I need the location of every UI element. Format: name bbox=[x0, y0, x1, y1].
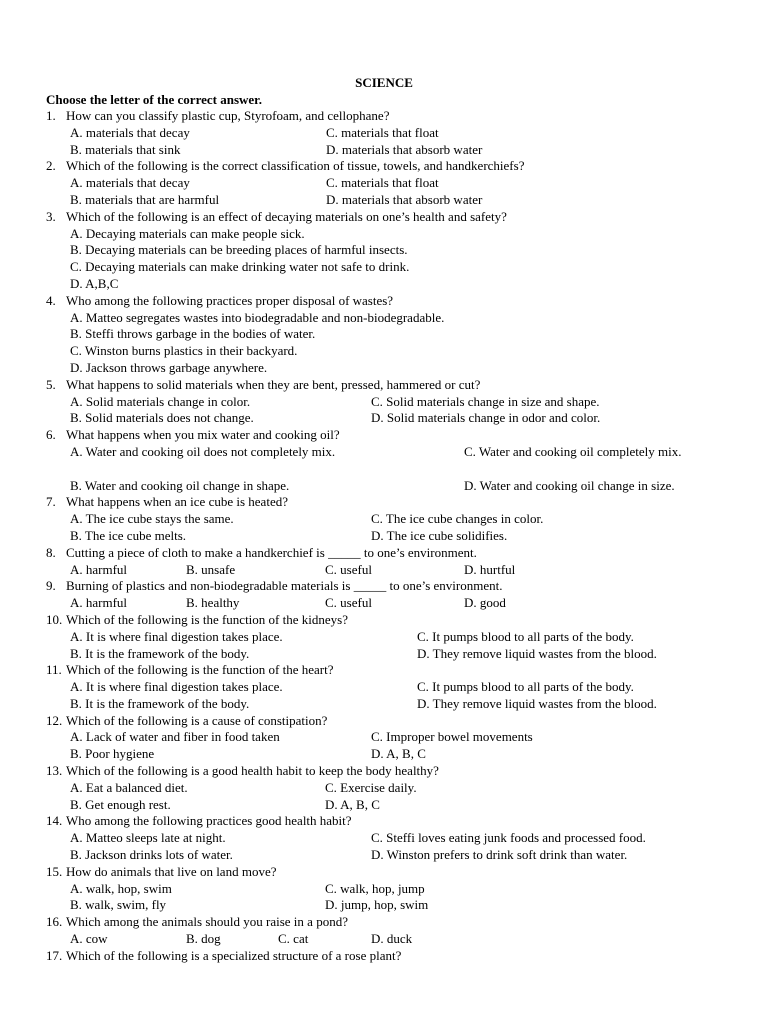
question-block bbox=[46, 545, 736, 579]
question-line bbox=[46, 948, 736, 965]
question-block bbox=[46, 578, 736, 612]
answer-option: C. Winston burns plastics in their backyard. bbox=[70, 343, 298, 359]
question-text: Which of the following is the function of the kidneys? bbox=[66, 611, 348, 627]
answer-option: B. Poor hygiene bbox=[70, 746, 155, 762]
option-row bbox=[46, 394, 736, 411]
option-row bbox=[46, 360, 736, 377]
answer-option: D. Jackson throws garbage anywhere. bbox=[70, 359, 268, 375]
option-row bbox=[46, 646, 736, 663]
option-row bbox=[46, 629, 736, 646]
question-block bbox=[46, 914, 736, 948]
answer-option: B. Decaying materials can be breeding places of harmful insects. bbox=[70, 242, 408, 258]
answer-option: B. dog bbox=[186, 931, 221, 947]
answer-option: D. jump, hop, swim bbox=[325, 897, 429, 913]
answer-option: C. materials that float bbox=[326, 175, 439, 191]
option-row bbox=[46, 310, 736, 327]
question-number: 15. bbox=[46, 863, 63, 879]
question-line bbox=[46, 813, 736, 830]
answer-option: A. Eat a balanced diet. bbox=[70, 779, 188, 795]
question-line bbox=[46, 545, 736, 562]
question-block bbox=[46, 864, 736, 914]
option-row bbox=[46, 276, 736, 293]
answer-option: A. The ice cube stays the same. bbox=[70, 511, 234, 527]
answer-option: D. A, B, C bbox=[371, 746, 426, 762]
question-text: Which of the following is a good health habit to keep the body healthy? bbox=[66, 763, 439, 779]
question-block bbox=[46, 713, 736, 763]
question-text: What happens when an ice cube is heated? bbox=[66, 494, 288, 510]
answer-option: D. Solid materials change in odor and color. bbox=[371, 410, 601, 426]
answer-option: B. The ice cube melts. bbox=[70, 527, 187, 543]
instructions: Choose the letter of the correct answer. bbox=[46, 92, 262, 107]
answer-option: D. materials that absorb water bbox=[326, 141, 483, 157]
option-row bbox=[46, 226, 736, 243]
question-number: 2. bbox=[46, 158, 56, 174]
question-line bbox=[46, 293, 736, 310]
answer-option: C. The ice cube changes in color. bbox=[371, 511, 544, 527]
question-line bbox=[46, 158, 736, 175]
question-line bbox=[46, 612, 736, 629]
question-block bbox=[46, 427, 736, 494]
question-block bbox=[46, 209, 736, 293]
answer-option: A. materials that decay bbox=[70, 124, 190, 140]
question-text: How can you classify plastic cup, Styrofoam, and cellophane? bbox=[66, 108, 390, 123]
answer-option: A. Solid materials change in color. bbox=[70, 393, 251, 409]
option-row bbox=[46, 528, 736, 545]
question-block bbox=[46, 158, 736, 208]
option-row bbox=[46, 511, 736, 528]
question-line bbox=[46, 914, 736, 931]
question-number: 17. bbox=[46, 947, 63, 963]
option-row bbox=[46, 780, 736, 797]
question-block bbox=[46, 813, 736, 863]
answer-option: C. materials that float bbox=[326, 124, 439, 140]
question-line bbox=[46, 427, 736, 444]
answer-option: C. walk, hop, jump bbox=[325, 880, 425, 896]
question-line bbox=[46, 108, 736, 125]
option-row bbox=[46, 192, 736, 209]
question-text: Cutting a piece of cloth to make a handkerchief is _____ to one’s environment. bbox=[66, 544, 477, 560]
option-row bbox=[46, 830, 736, 847]
answer-option: A. Matteo segregates wastes into biodegradable and non-biodegradable. bbox=[70, 309, 445, 325]
answer-option: B. Jackson drinks lots of water. bbox=[70, 847, 233, 863]
answer-option: D. The ice cube solidifies. bbox=[371, 527, 508, 543]
answer-option: D. hurtful bbox=[464, 561, 516, 577]
question-number: 1. bbox=[46, 108, 56, 123]
question-text: Who among the following practices proper disposal of wastes? bbox=[66, 292, 394, 308]
question-number: 14. bbox=[46, 813, 63, 829]
option-row bbox=[46, 142, 736, 159]
question-number: 7. bbox=[46, 494, 56, 510]
question-line bbox=[46, 713, 736, 730]
answer-option: C. Water and cooking oil completely mix. bbox=[464, 443, 682, 459]
question-text: Which of the following is an effect of decaying materials on one’s health and safety? bbox=[66, 208, 507, 224]
question-text: How do animals that live on land move? bbox=[66, 863, 277, 879]
option-row bbox=[46, 881, 736, 898]
option-row bbox=[46, 259, 736, 276]
page-title: SCIENCE bbox=[355, 75, 413, 90]
question-list bbox=[46, 108, 736, 965]
question-text: Who among the following practices good health habit? bbox=[66, 813, 352, 829]
answer-option: C. Exercise daily. bbox=[325, 779, 417, 795]
question-block bbox=[46, 108, 736, 158]
option-row bbox=[46, 326, 736, 343]
answer-option: A. It is where final digestion takes place. bbox=[70, 628, 283, 644]
option-row bbox=[46, 679, 736, 696]
answer-option: C. cat bbox=[278, 931, 309, 947]
answer-option: A. Water and cooking oil does not completely mix. bbox=[70, 443, 336, 459]
option-row bbox=[46, 125, 736, 142]
answer-option: B. materials that are harmful bbox=[70, 191, 220, 207]
question-text: Burning of plastics and non-biodegradable materials is _____ to one’s environment. bbox=[66, 578, 503, 594]
question-block bbox=[46, 948, 736, 965]
answer-option: A. harmful bbox=[70, 595, 128, 611]
question-number: 3. bbox=[46, 208, 56, 224]
answer-option: D. duck bbox=[371, 931, 413, 947]
question-text: Which of the following is the correct classification of tissue, towels, and handkerchiefs? bbox=[66, 158, 525, 174]
question-number: 16. bbox=[46, 914, 63, 930]
answer-option: A. materials that decay bbox=[70, 175, 190, 191]
question-text: Which of the following is a specialized structure of a rose plant? bbox=[66, 947, 402, 963]
question-line bbox=[46, 494, 736, 511]
option-row bbox=[46, 696, 736, 713]
answer-option: B. Water and cooking oil change in shape. bbox=[70, 477, 290, 493]
question-line bbox=[46, 377, 736, 394]
answer-option: C. It pumps blood to all parts of the body. bbox=[417, 679, 634, 695]
answer-option: D. good bbox=[464, 595, 506, 611]
question-block bbox=[46, 612, 736, 662]
answer-option: D. materials that absorb water bbox=[326, 191, 483, 207]
answer-option: A. Lack of water and fiber in food taken bbox=[70, 729, 280, 745]
answer-option: D. They remove liquid wastes from the blood. bbox=[417, 645, 657, 661]
option-row bbox=[46, 595, 736, 612]
answer-option: A. walk, hop, swim bbox=[70, 880, 172, 896]
question-line bbox=[46, 209, 736, 226]
option-row bbox=[46, 444, 736, 478]
question-block bbox=[46, 662, 736, 712]
question-text: Which among the animals should you raise in a pond? bbox=[66, 914, 348, 930]
answer-option: C. Improper bowel movements bbox=[371, 729, 533, 745]
option-row bbox=[46, 729, 736, 746]
option-row bbox=[46, 343, 736, 360]
question-text: Which of the following is a cause of constipation? bbox=[66, 712, 328, 728]
option-row bbox=[46, 410, 736, 427]
answer-option: D. They remove liquid wastes from the blood. bbox=[417, 695, 657, 711]
option-row bbox=[46, 562, 736, 579]
answer-option: A. Decaying materials can make people sick. bbox=[70, 225, 305, 241]
question-line bbox=[46, 864, 736, 881]
answer-option: D. A,B,C bbox=[70, 275, 119, 291]
answer-option: D. A, B, C bbox=[325, 796, 380, 812]
option-row bbox=[46, 847, 736, 864]
answer-option: B. Steffi throws garbage in the bodies of water. bbox=[70, 326, 316, 342]
answer-option: B. Get enough rest. bbox=[70, 796, 171, 812]
question-line bbox=[46, 662, 736, 679]
option-row bbox=[46, 931, 736, 948]
question-number: 6. bbox=[46, 427, 56, 443]
question-text: What happens when you mix water and cooking oil? bbox=[66, 427, 340, 443]
answer-option: A. Matteo sleeps late at night. bbox=[70, 830, 226, 846]
answer-option: B. It is the framework of the body. bbox=[70, 695, 250, 711]
question-number: 4. bbox=[46, 292, 56, 308]
answer-option: B. Solid materials does not change. bbox=[70, 410, 254, 426]
answer-option: A. harmful bbox=[70, 561, 128, 577]
question-block bbox=[46, 494, 736, 544]
question-line bbox=[46, 578, 736, 595]
question-block bbox=[46, 377, 736, 427]
question-text: What happens to solid materials when they are bent, pressed, hammered or cut? bbox=[66, 376, 481, 392]
question-number: 9. bbox=[46, 578, 56, 594]
answer-option: C. Solid materials change in size and shape. bbox=[371, 393, 600, 409]
answer-option: B. healthy bbox=[186, 595, 240, 611]
option-row bbox=[46, 175, 736, 192]
question-number: 10. bbox=[46, 611, 63, 627]
option-row bbox=[46, 897, 736, 914]
question-block bbox=[46, 293, 736, 377]
answer-option: C. Steffi loves eating junk foods and processed food. bbox=[371, 830, 646, 846]
question-text: Which of the following is the function of the heart? bbox=[66, 662, 334, 678]
answer-option: A. It is where final digestion takes place. bbox=[70, 679, 283, 695]
question-number: 8. bbox=[46, 544, 56, 560]
option-row bbox=[46, 242, 736, 259]
answer-option: C. useful bbox=[325, 561, 372, 577]
option-row bbox=[46, 478, 736, 495]
option-row bbox=[46, 746, 736, 763]
question-number: 5. bbox=[46, 376, 56, 392]
answer-option: D. Winston prefers to drink soft drink than water. bbox=[371, 847, 628, 863]
answer-option: B. It is the framework of the body. bbox=[70, 645, 250, 661]
question-block bbox=[46, 763, 736, 813]
question-number: 12. bbox=[46, 712, 63, 728]
answer-option: B. walk, swim, fly bbox=[70, 897, 167, 913]
answer-option: C. useful bbox=[325, 595, 372, 611]
option-row bbox=[46, 797, 736, 814]
answer-option: C. Decaying materials can make drinking water not safe to drink. bbox=[70, 259, 410, 275]
answer-option: C. It pumps blood to all parts of the body. bbox=[417, 628, 634, 644]
question-line bbox=[46, 763, 736, 780]
answer-option: B. unsafe bbox=[186, 561, 236, 577]
answer-option: D. Water and cooking oil change in size. bbox=[464, 477, 675, 493]
question-number: 13. bbox=[46, 763, 63, 779]
answer-option: A. cow bbox=[70, 931, 108, 947]
question-number: 11. bbox=[46, 662, 62, 678]
answer-option: B. materials that sink bbox=[70, 141, 181, 157]
